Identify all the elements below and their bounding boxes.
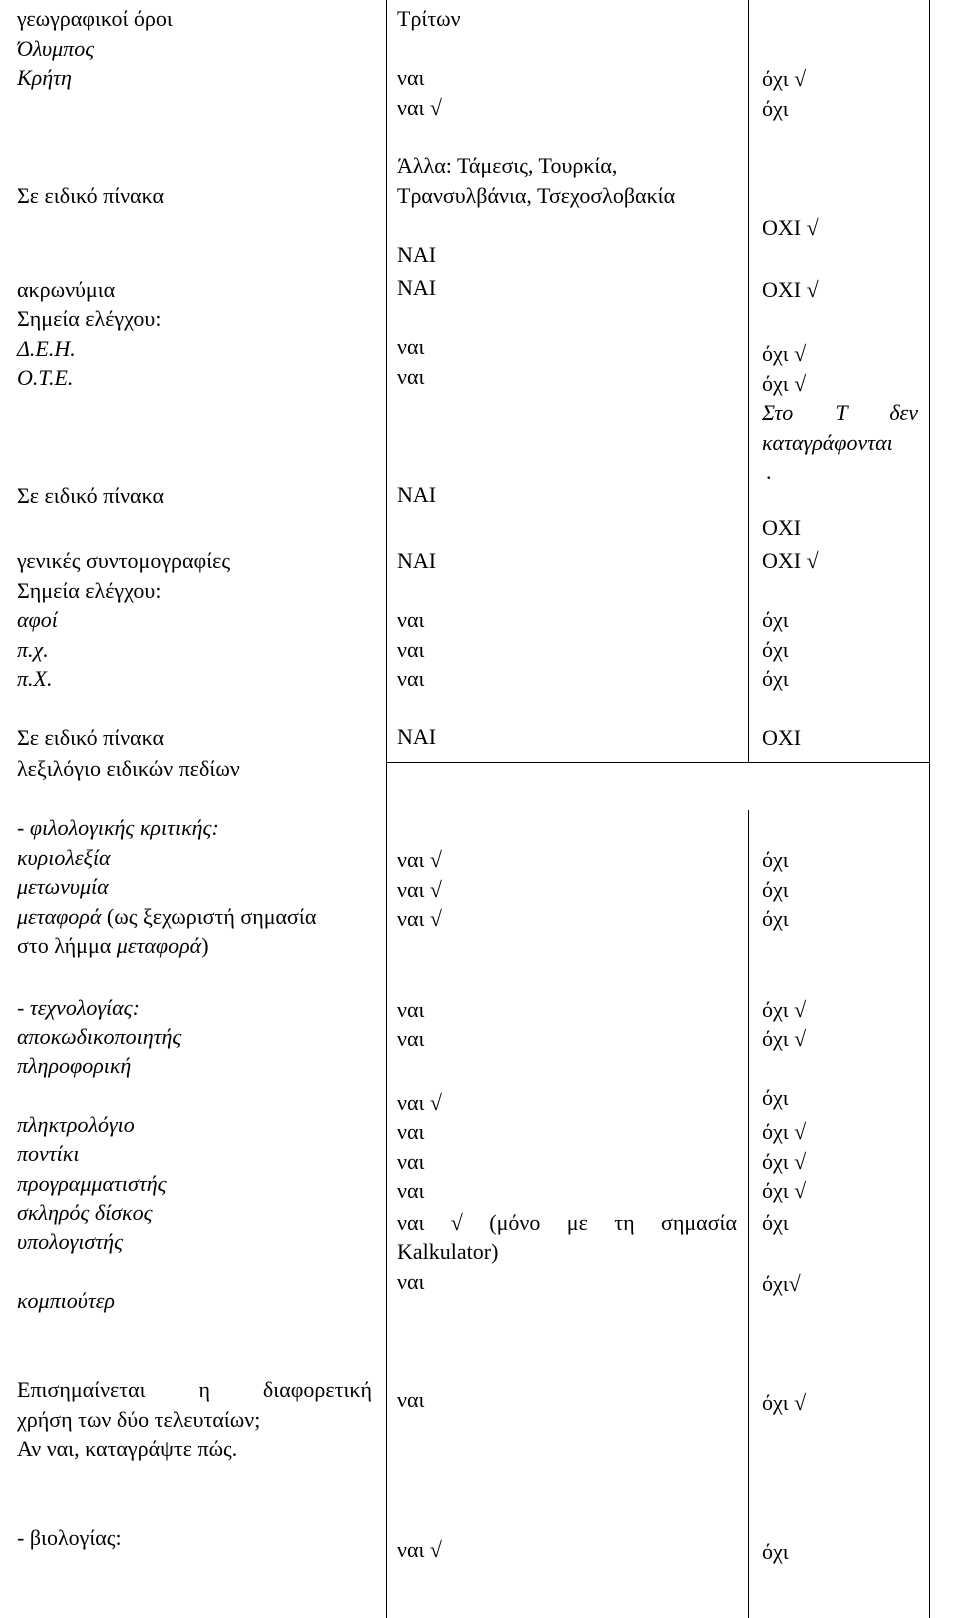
value-decoder: ναι	[397, 997, 425, 1022]
value-computer-line-1: ναι √ (μόνο με τη σημασία	[397, 1210, 737, 1235]
label-deh: Δ.Ε.Η.	[17, 336, 76, 361]
value3-hard-disk: όχι √	[762, 1178, 807, 1203]
label-decoder: αποκωδικοποιητής	[17, 1024, 182, 1049]
value3-deh: όχι √	[762, 341, 807, 366]
value3-kriti: όχι	[762, 96, 789, 121]
label-hard-disk: σκληρός δίσκος	[17, 1200, 153, 1225]
value3-computer: όχι	[762, 1210, 789, 1235]
label-note-line-3: Αν ναι, καταγράψτε πώς.	[17, 1436, 238, 1461]
label-checkpoints-2: Σημεία ελέγχου:	[17, 578, 162, 603]
label-special-vocab: λεξιλόγιο ειδικών πεδίων	[17, 756, 240, 781]
value3-abbreviations: ΟΧΙ √	[762, 548, 819, 573]
label-abbreviations: γενικές συντομογραφίες	[17, 548, 231, 573]
value-special-table-2: ΝΑΙ	[397, 482, 437, 507]
label-metafora	[17, 902, 316, 932]
label-metafora-lemma-text: στο λήμμα	[17, 933, 117, 958]
value-px-lower: ναι	[397, 637, 425, 662]
column-divider-2-lower	[748, 810, 749, 1618]
label-technology: - τεχνολογίας:	[17, 995, 140, 1020]
label-metafora-lemma-close: )	[201, 933, 209, 958]
value3-ote: όχι √	[762, 371, 807, 396]
label-acronyms: ακρωνύμια	[17, 277, 116, 302]
table-right-border	[929, 0, 930, 1618]
label-geo-terms: γεωγραφικοί όροι	[17, 6, 173, 31]
value-other-line-2: Τρανσυλβάνια, Τσεχοσλοβακία	[397, 183, 676, 208]
value-abbreviations: ΝΑΙ	[397, 548, 437, 573]
value-computer-loan: ναι	[397, 1269, 425, 1294]
value-kriti: ναι √	[397, 95, 442, 120]
label-metafora-note: (ως ξεχωριστή σημασία	[101, 904, 317, 929]
column-divider-2	[748, 0, 749, 762]
label-metafora-lemma	[17, 931, 209, 961]
label-metafora-term: μεταφορά	[17, 904, 102, 929]
value3-olympos: όχι √	[762, 66, 807, 91]
column-divider-1	[386, 0, 387, 810]
label-olympos: Όλυμπος	[17, 36, 95, 61]
value-kyriolexia: ναι √	[397, 847, 442, 872]
row-divider	[386, 762, 930, 763]
label-px-upper: π.Χ.	[17, 666, 53, 691]
label-computer: υπολογιστής	[17, 1229, 123, 1254]
value3-special-table-3: ΟΧΙ	[762, 725, 802, 750]
label-metafora-lemma-term: μεταφορά	[116, 933, 202, 958]
label-biology: - βιολογίας:	[17, 1525, 122, 1550]
value-keyboard: ναι √	[397, 1090, 442, 1115]
label-kriti: Κρήτη	[17, 65, 72, 90]
value3-metafora: όχι	[762, 906, 789, 931]
value3-kyriolexia: όχι	[762, 847, 789, 872]
value-afoi: ναι	[397, 607, 425, 632]
value3-special-table-2: ΟΧΙ	[762, 515, 802, 540]
value-informatics: ναι	[397, 1026, 425, 1051]
value3-informatics: όχι √	[762, 1026, 807, 1051]
value-metonymia: ναι √	[397, 877, 442, 902]
value-programmer: ναι	[397, 1149, 425, 1174]
label-note-line-1: Επισημαίνεται η διαφορετική	[17, 1377, 372, 1402]
value3-note-line-2: καταγράφονται	[762, 430, 893, 455]
label-special-table-2: Σε ειδικό πίνακα	[17, 483, 165, 508]
label-note-line-2: χρήση των δύο τελευταίων;	[17, 1407, 261, 1432]
value-deh: ναι	[397, 334, 425, 359]
value-ote: ναι	[397, 364, 425, 389]
value3-programmer: όχι √	[762, 1149, 807, 1174]
value-px-upper: ναι	[397, 666, 425, 691]
label-computer-loan: κομπιούτερ	[17, 1288, 115, 1313]
value3-note: όχι √	[762, 1390, 807, 1415]
value3-acronyms: ΟΧΙ √	[762, 277, 819, 302]
value-special-table-1: ΝΑΙ	[397, 242, 437, 267]
value-metafora: ναι √	[397, 906, 442, 931]
label-keyboard: πληκτρολόγιο	[17, 1112, 135, 1137]
value3-mouse: όχι √	[762, 1119, 807, 1144]
label-kyriolexia: κυριολεξία	[17, 845, 111, 870]
value-hard-disk: ναι	[397, 1178, 425, 1203]
value3-metonymia: όχι	[762, 877, 789, 902]
value-triton: Τρίτων	[397, 6, 461, 31]
value-special-table-3: ΝΑΙ	[397, 724, 437, 749]
value-note: ναι	[397, 1387, 425, 1412]
label-checkpoints-1: Σημεία ελέγχου:	[17, 306, 162, 331]
label-px-lower: π.χ.	[17, 637, 49, 662]
value3-special-table-1: ΟΧΙ √	[762, 215, 819, 240]
value3-note-line-3: .	[766, 459, 772, 484]
value3-computer-loan: όχι√	[762, 1271, 801, 1296]
label-ote: Ο.Τ.Ε.	[17, 365, 74, 390]
value3-px-upper: όχι	[762, 666, 789, 691]
value-other-line-1: Άλλα: Τάμεσις, Τουρκία,	[397, 153, 618, 178]
column-divider-1-lower	[386, 810, 387, 1618]
label-informatics: πληροφορική	[17, 1053, 132, 1078]
value3-note-line-1: Στο Τ δεν	[762, 400, 918, 425]
value3-keyboard: όχι	[762, 1085, 789, 1110]
value3-biology: όχι	[762, 1539, 789, 1564]
label-philology: - φιλολογικής κριτικής:	[17, 815, 219, 840]
label-mouse: ποντίκι	[17, 1141, 80, 1166]
value-olympos: ναι	[397, 65, 425, 90]
value3-px-lower: όχι	[762, 637, 789, 662]
value3-decoder: όχι √	[762, 997, 807, 1022]
value-mouse: ναι	[397, 1119, 425, 1144]
value-acronyms: ΝΑΙ	[397, 275, 437, 300]
label-special-table-1: Σε ειδικό πίνακα	[17, 183, 165, 208]
value3-afoi: όχι	[762, 607, 789, 632]
label-afoi: αφοί	[17, 607, 58, 632]
label-programmer: προγραμματιστής	[17, 1171, 167, 1196]
value-biology: ναι √	[397, 1537, 442, 1562]
label-special-table-3: Σε ειδικό πίνακα	[17, 725, 165, 750]
label-metonymia: μετωνυμία	[17, 874, 109, 899]
value-computer-line-2: Kalkulator)	[397, 1239, 499, 1264]
